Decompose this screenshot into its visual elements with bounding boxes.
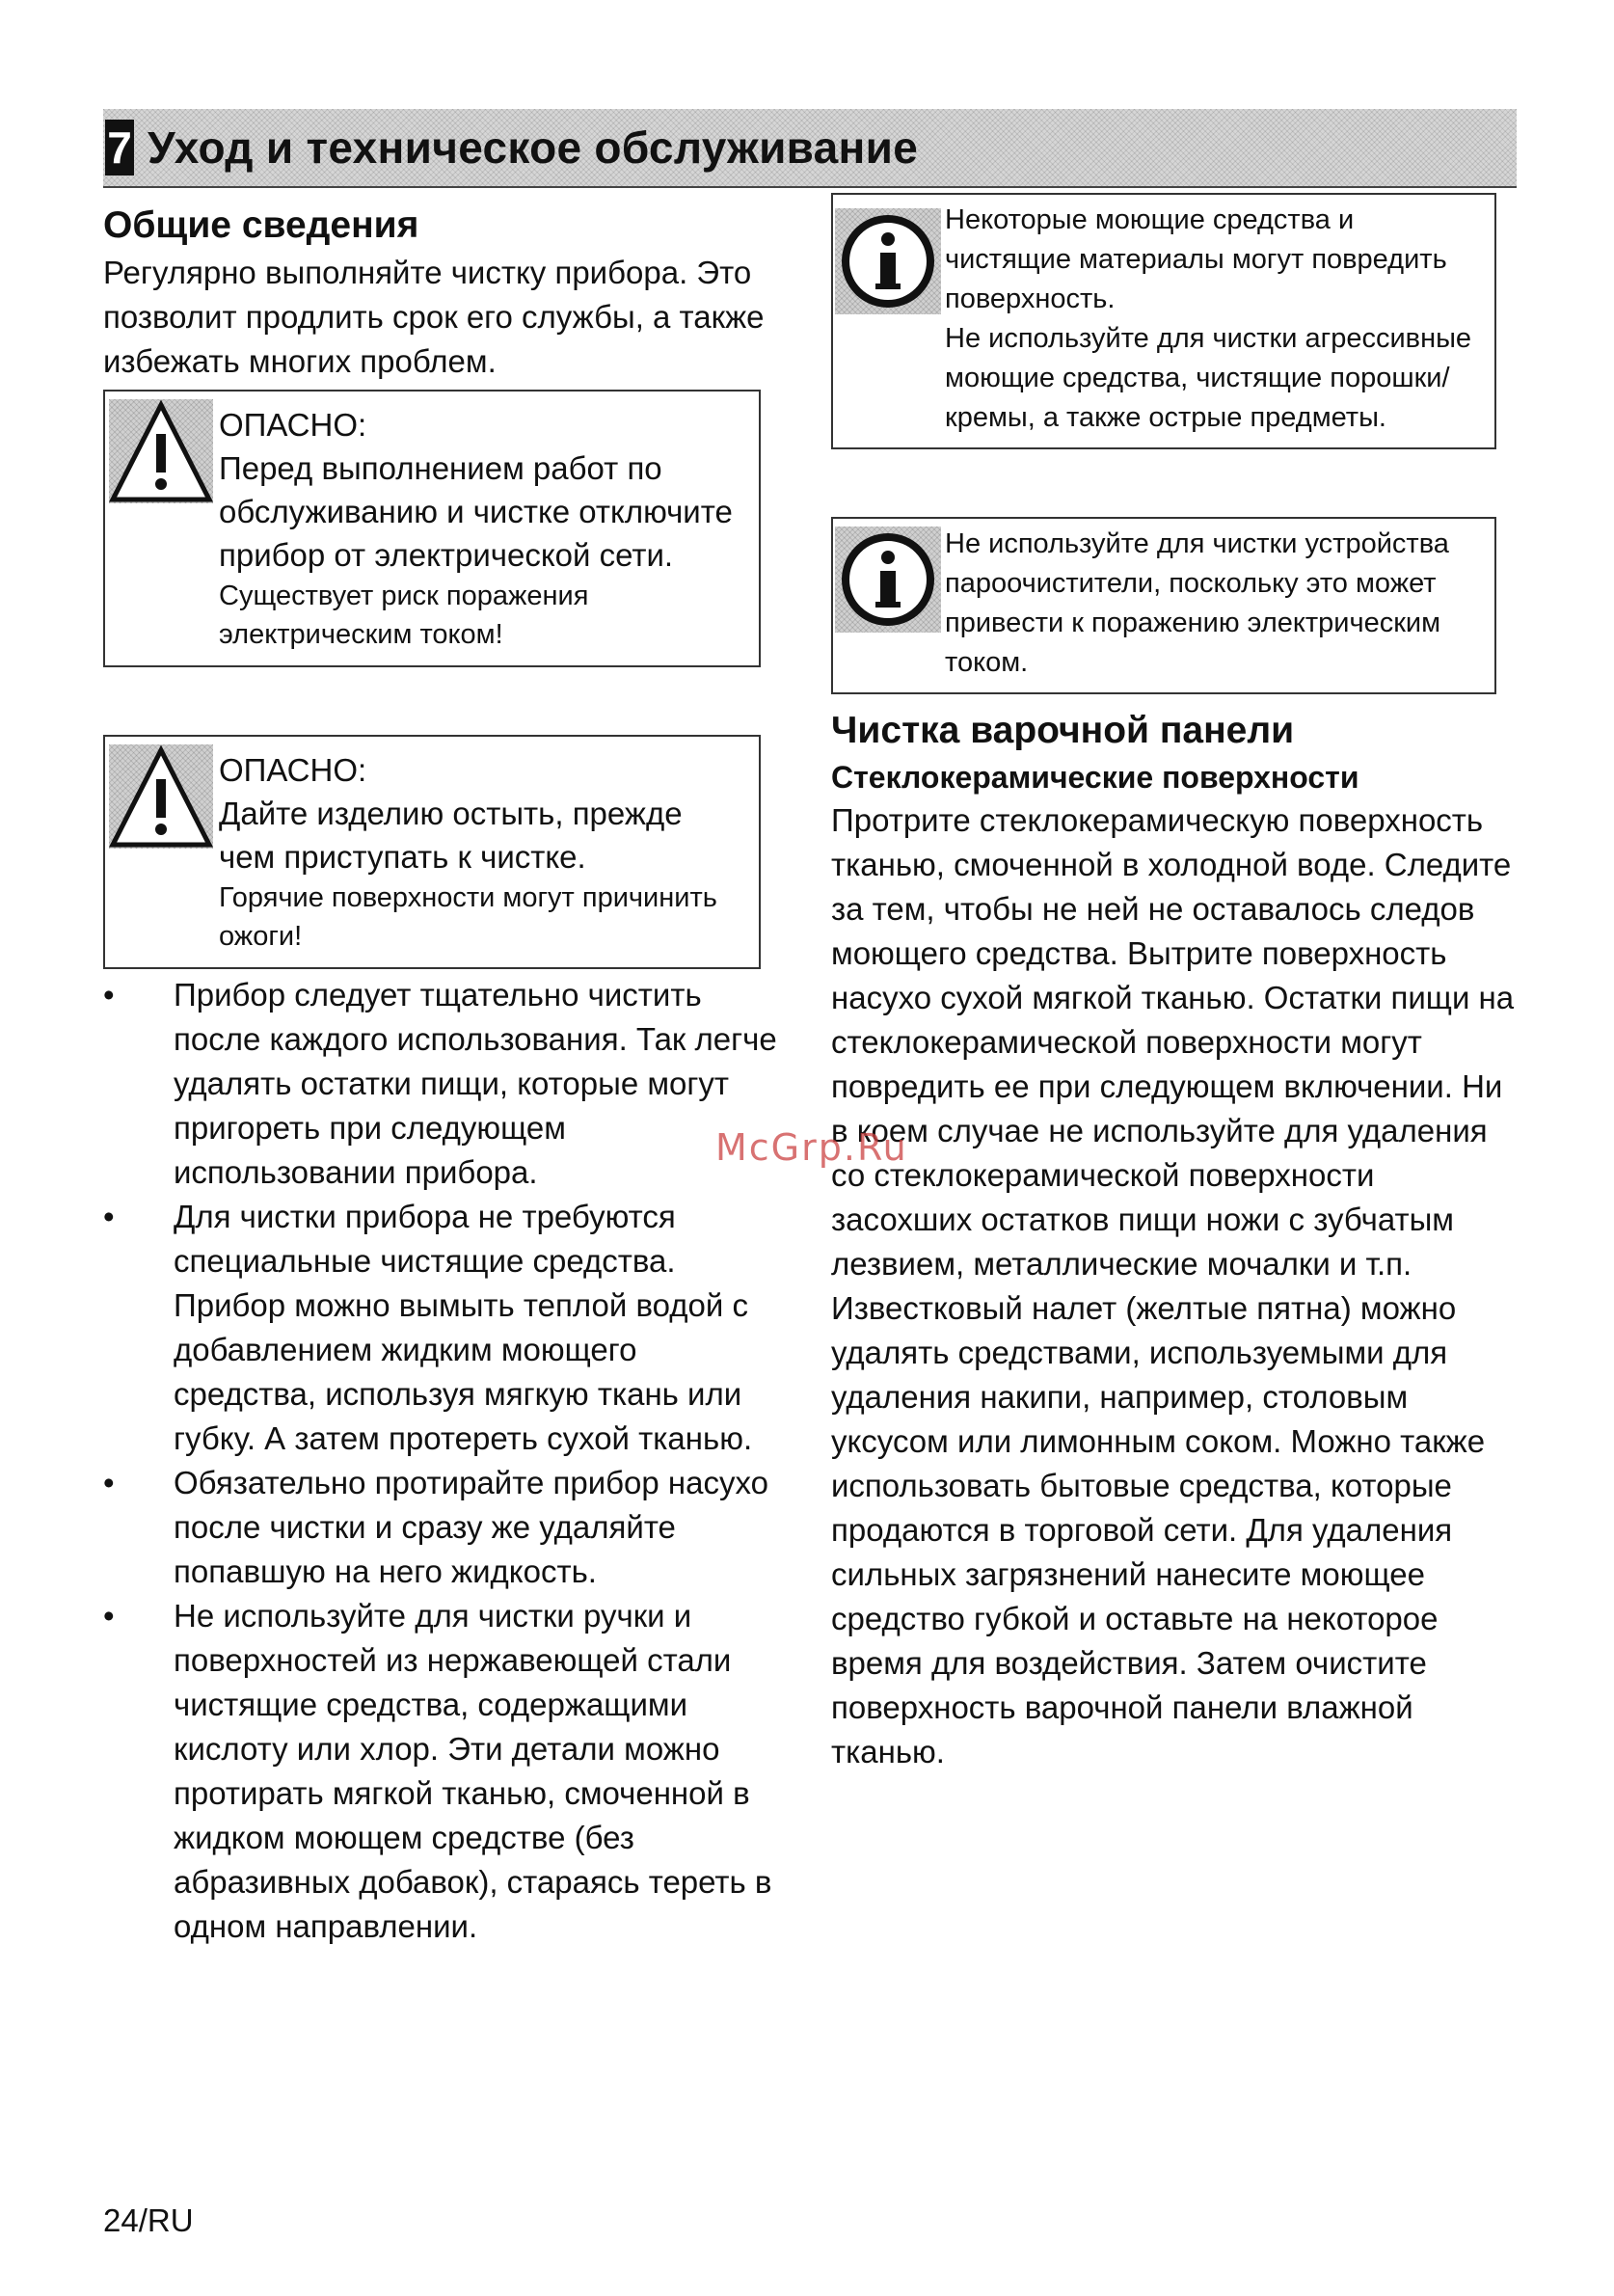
glass-ceramic-text: Протрите стеклокерамическую поверхность тканью, смоченной в холодной воде. Следите за тем, чтобы не ней не оставалось следов моющего средства. Вытрите поверхность насухо сухой мягкой тканью. Остатки пищи на стеклокерамической поверхности могут повредить ее при следующем включении. Ни в коем случае не используйте для удаления со стеклокерамической поверхности засохших остатков пищи ножи с зубчатым лезвием, металлические мочалки и т.п. Известковый налет (желтые пятна) можно удалять средствами, используемыми для удаления накипи, например, столовым уксусом или лимонным соком. Можно также использовать бытовые средства, которые продаются в торговой сети. Для удаления сильных загрязнений нанесите моющее средство губкой и оставьте на некоторое время для воздействия. Затем очистите поверхность варочной панели влажной тканью. (831, 802, 1515, 1769)
warning-box-2 (103, 735, 761, 969)
left-column (103, 201, 778, 1949)
info-icon (835, 527, 941, 633)
right-column (831, 193, 1516, 1774)
warning-note: Горячие поверхности могут причинить ожоги! (219, 882, 717, 952)
list-item: • Прибор следует тщательно чистить после каждого использования. Так легче удалять остатки пищи, которые могут пригореть при следующем использовании прибора. (103, 973, 778, 1195)
list-item: • Для чистки прибора не требуются специальные чистящие средства. Прибор можно вымыть теплой водой с добавлением жидким моющего средства, используя мягкую ткань или губку. А затем протереть сухой тканью. (103, 1195, 778, 1461)
warning-box-1 (103, 390, 761, 667)
watermark: McGrp.Ru (715, 1126, 908, 1169)
info-box-2 (831, 517, 1496, 694)
info-text: Некоторые моющие средства и чистящие материалы могут повредить поверхность. (945, 204, 1447, 314)
warning-text: Дайте изделию остыть, прежде чем приступать к чистке. (219, 796, 683, 875)
info-text: Не используйте для чистки устройства пароочистители, поскольку это может привести к поражению электрическим током. (945, 528, 1449, 678)
chapter-title: Уход и техническое обслуживание (148, 122, 919, 173)
list-item: • Обязательно протирайте прибор насухо после чистки и сразу же удаляйте попавшую на него жидкость. (103, 1461, 778, 1594)
care-bullet-list (103, 973, 778, 1949)
info-icon (835, 208, 941, 314)
warning-label: ОПАСНО: (219, 752, 367, 788)
warning-note: Существует риск поражения электрическим током! (219, 581, 589, 650)
page-number: 24/RU (103, 2202, 194, 2238)
general-title: Общие сведения (103, 204, 419, 246)
warning-triangle-icon (109, 744, 213, 849)
chapter-header (103, 109, 1517, 188)
list-item: • Не используйте для чистки ручки и поверхностей из нержавеющей стали чистящие средства, содержащими кислоту или хлор. Эти детали можно протирать мягкой тканью, смоченной в жидком моющем средстве (без абразивных добавок), стараясь тереть в одном направлении. (103, 1594, 778, 1949)
warning-triangle-icon (109, 399, 213, 503)
chapter-number: 7 (105, 120, 134, 176)
warning-text: Перед выполнением работ по обслуживанию и чистке отключите прибор от электрической сети. (219, 450, 733, 573)
general-text: Регулярно выполняйте чистку прибора. Это позволит продлить срок его службы, а также избежать многих проблем. (103, 255, 765, 379)
warning-label: ОПАСНО: (219, 407, 367, 443)
info-text-2: Не используйте для чистки агрессивные моющие средства, чистящие порошки/кремы, а также острые предметы. (945, 323, 1472, 433)
glass-ceramic-subtitle: Стеклокерамические поверхности (831, 760, 1359, 795)
info-box-1 (831, 193, 1496, 449)
hob-cleaning-title: Чистка варочной панели (831, 710, 1295, 751)
